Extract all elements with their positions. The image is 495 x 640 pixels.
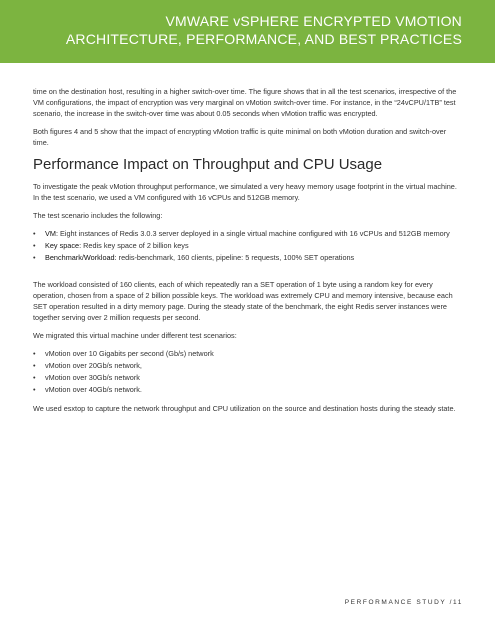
paragraph-migration-intro: We migrated this virtual machine under different test scenarios:	[33, 331, 237, 340]
paragraph-workload-description: The workload consisted of 160 clients, each of which repeatedly ran a SET operation of 1 byte using a random key for every operation, chosen from a space of 2 billion possible keys. The workload was extremely CPU and memory intensive, because each SET operation resulted in a dirty memory page. During the steady state of the benchmark, the eight Redis server instances were together serving over 2 million requests per second.	[33, 280, 453, 322]
paragraph-switch-over-time: time on the destination host, resulting in a higher switch-over time. The figure shows that in all the test scenarios, irrespective of the VM configurations, the impact of encryption was very marginal on vMotion switch-over time. For instance, in the “24vCPU/1TB” test scenario, the increase in the switch-over time was about 0.05 seconds when vMotion traffic was encrypted.	[33, 87, 457, 118]
bullet-icon: •	[33, 385, 36, 394]
page-header	[0, 0, 495, 63]
list-item	[33, 384, 463, 395]
scenario-list	[33, 228, 463, 263]
paragraph-esxtop: We used esxtop to capture the network throughput and CPU utilization on the source and destination hosts during the steady state.	[33, 404, 456, 413]
bullet-icon: •	[33, 349, 36, 358]
bullet-icon: •	[33, 373, 36, 382]
list-item	[33, 228, 463, 239]
paragraph-figures-summary: Both figures 4 and 5 show that the impact of encrypting vMotion traffic is quite minimal on both vMotion duration and switch-over time.	[33, 127, 447, 147]
list-item-text: vMotion over 30Gb/s network	[45, 373, 140, 382]
section-heading: Performance Impact on Throughput and CPU Usage	[33, 156, 383, 173]
page-footer: PERFORMANCE STUDY /11	[344, 599, 463, 606]
paragraph-throughput-intro: To investigate the peak vMotion throughput performance, we simulated a very heavy memory usage footprint in the virtual machine. In the test scenario, we used a VM configured with 16 vCPUs and 512GB memory.	[33, 182, 457, 202]
paragraph-scenario-intro: The test scenario includes the following:	[33, 211, 163, 220]
migration-list	[33, 348, 463, 395]
list-item-label: Benchmark/Workload:	[45, 253, 117, 262]
header-title-line-1: VMWARE vSPHERE ENCRYPTED VMOTION	[165, 13, 462, 29]
list-item-label: Key space:	[45, 241, 82, 250]
list-item-text: redis-benchmark, 160 clients, pipeline: 5 requests, 100% SET operations	[116, 253, 355, 262]
list-item-text: vMotion over 10 Gigabits per second (Gb/s) network	[45, 349, 214, 358]
bullet-icon: •	[33, 229, 36, 238]
list-item	[33, 348, 463, 359]
list-item	[33, 360, 463, 371]
spacer	[33, 271, 463, 279]
list-item-text: Redis key space of 2 billion keys	[81, 241, 189, 250]
list-item-text: vMotion over 40Gb/s network.	[45, 385, 142, 394]
bullet-icon: •	[33, 361, 36, 370]
bullet-icon: •	[33, 241, 36, 250]
page-content	[33, 86, 463, 421]
list-item	[33, 240, 463, 251]
list-item	[33, 372, 463, 383]
list-item-text: vMotion over 20Gb/s network,	[45, 361, 142, 370]
list-item-label: VM:	[45, 229, 58, 238]
list-item-text: Eight instances of Redis 3.0.3 server deployed in a single virtual machine configured with 16 vCPUs and 512GB memory	[57, 229, 450, 238]
list-item	[33, 252, 463, 263]
bullet-icon: •	[33, 253, 36, 262]
header-title-line-2: ARCHITECTURE, PERFORMANCE, AND BEST PRACTICES	[65, 31, 462, 47]
